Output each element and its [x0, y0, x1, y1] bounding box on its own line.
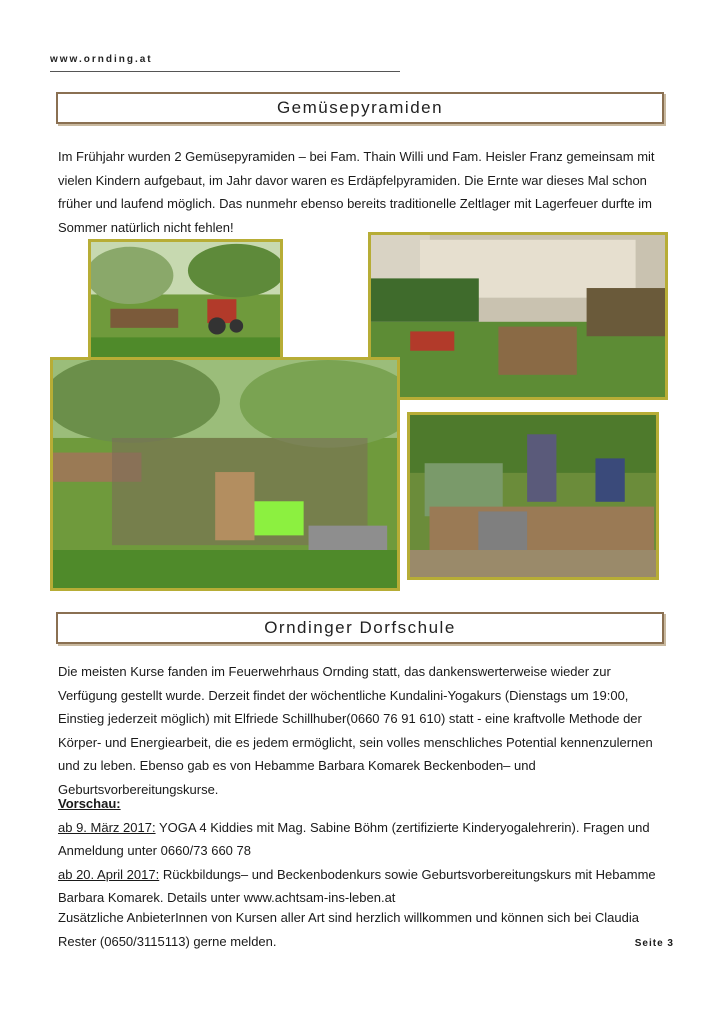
header-divider	[50, 71, 400, 72]
preview-label: Vorschau:	[58, 796, 121, 811]
page-number: Seite 3	[634, 938, 674, 949]
section-title-gemuesepyramiden: Gemüsepyramiden	[56, 92, 664, 124]
site-url: www.ornding.at	[50, 54, 153, 65]
preview-block	[58, 792, 664, 910]
event-2-text: Rückbildungs– und Beckenbodenkurs sowie Geburtsvorbereitungskurs mit Hebamme Barbara Komarek. Details unter www.achtsam-ins-leben.at	[58, 866, 656, 905]
photo-group-children	[50, 357, 400, 591]
photo-tractor-garden	[88, 239, 283, 369]
section-title-dorfschule: Orndinger Dorfschule	[56, 612, 664, 644]
event-2	[58, 863, 664, 910]
section2-paragraph: Die meisten Kurse fanden im Feuerwehrhaus Ornding statt, das dankenswerterweise wieder zur Verfügung gestellt wurde. Derzeit findet der wöchentliche Kundalini-Yogakurs (Dienstags um 19:00, Einstieg jederzeit möglich) mit Elfriede Schillhuber(0660 76 91 610) statt - eine kraftvolle Methode der Körper- und Energiearbeit, die es jedem ermöglicht, sein volles menschliches Potential kennenzulernen und zu leben. Ebenso gab es von Hebamme Barbara Komarek Beckenboden– und Geburtsvorbereitungskurse.	[58, 664, 653, 797]
event-1	[58, 816, 664, 863]
event-1-date: ab 9. März 2017:	[58, 819, 156, 835]
event-1-text: YOGA 4 Kiddies mit Mag. Sabine Böhm (zertifizierte Kinderyogalehrerin). Fragen und Anmeldung unter 0660/73 660 78	[58, 819, 650, 858]
section1-paragraph: Im Frühjahr wurden 2 Gemüsepyramiden – bei Fam. Thain Willi und Fam. Heisler Franz gemeinsam mit vielen Kindern aufgebaut, im Jahr davor waren es Erdäpfelpyramiden. Die Ernte war dieses Mal schon früher und laufend möglich. Das nunmehr ebenso bereits traditionelle Zeltlager mit Lagerfeuer durfte im Sommer natürlich nicht fehlen!	[58, 149, 655, 235]
photo-wheelbarrow-pyramid	[368, 232, 668, 400]
event-2-date: ab 20. April 2017:	[58, 866, 160, 882]
photo-children-shoveling	[407, 412, 659, 580]
closing-paragraph: Zusätzliche AnbieterInnen von Kursen aller Art sind herzlich willkommen und können sich bei Claudia Rester (0650/3115113) gerne melden.	[58, 910, 639, 949]
